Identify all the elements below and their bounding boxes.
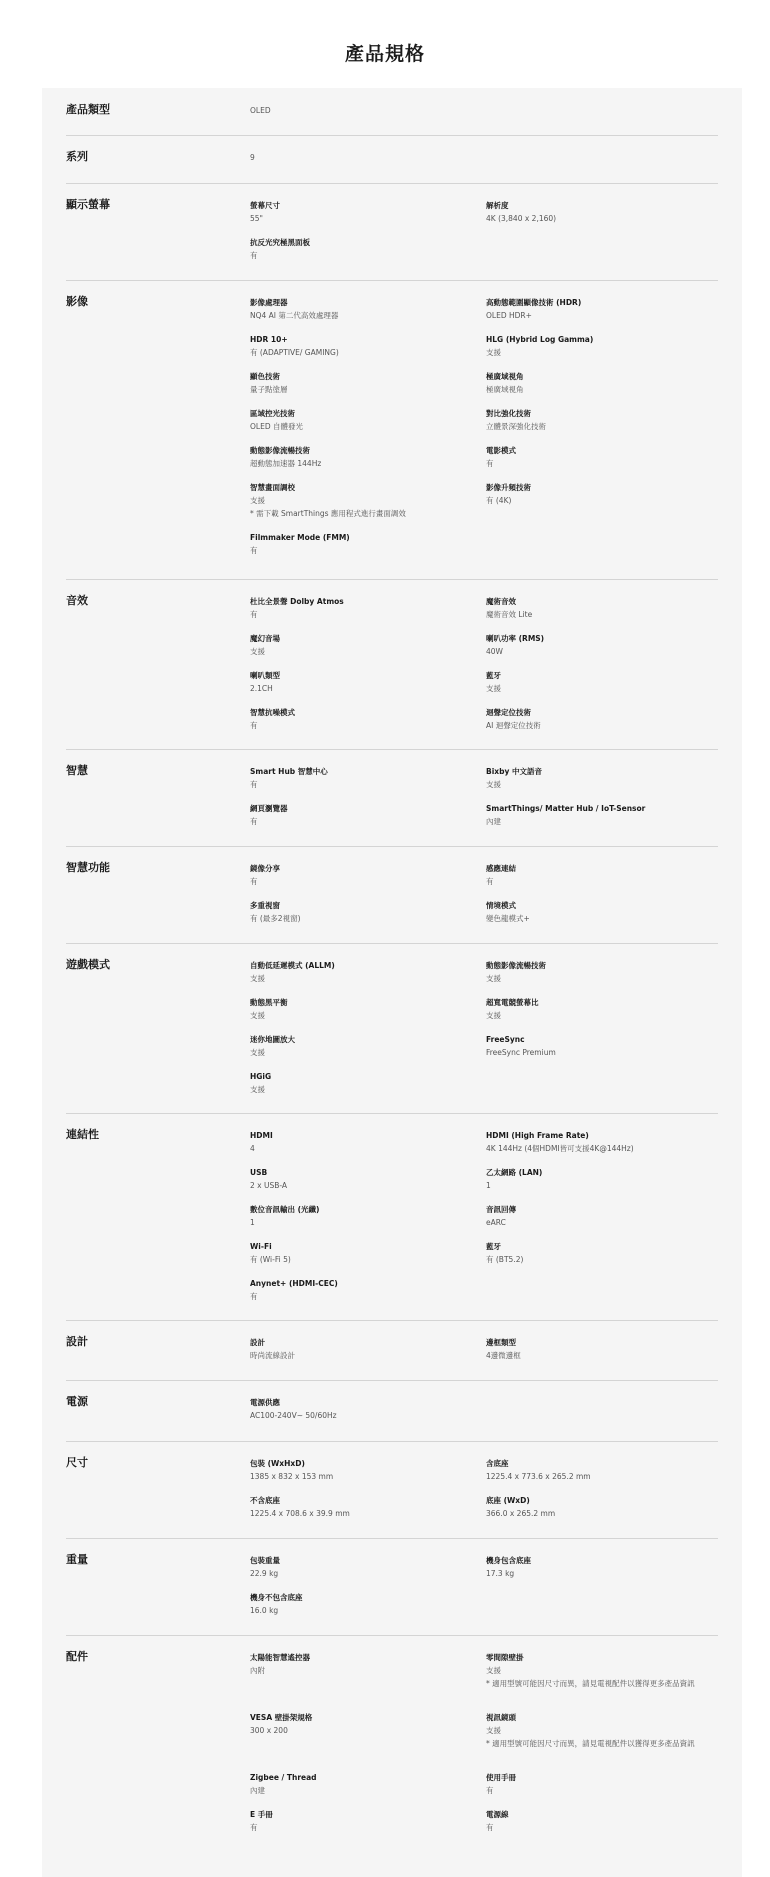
spec-item xyxy=(486,1240,716,1266)
spec-value: 支援 xyxy=(250,1011,265,1020)
spec-name: 視訊鏡頭 xyxy=(486,1713,516,1722)
spec-item xyxy=(486,481,716,507)
spec-name: HDMI xyxy=(250,1131,273,1140)
spec-item xyxy=(486,1457,716,1483)
spec-value: 4K (3,840 x 2,160) xyxy=(486,214,557,223)
spec-value: 55" xyxy=(250,214,263,223)
spec-name: 影像處理器 xyxy=(250,298,288,307)
spec-name: 解析度 xyxy=(486,201,509,210)
spec-value: 支援 xyxy=(486,684,501,693)
spec-section-power xyxy=(66,1380,718,1442)
spec-item xyxy=(250,333,480,359)
category-label: 尺寸 xyxy=(66,1456,88,1469)
spec-item xyxy=(486,1203,716,1229)
spec-section-display xyxy=(66,183,718,281)
spec-item xyxy=(486,706,716,732)
spec-name: 網頁瀏覽器 xyxy=(250,804,288,813)
spec-item xyxy=(250,481,480,520)
spec-item xyxy=(250,1070,480,1096)
spec-value: 變色龍模式+ xyxy=(486,914,530,923)
category-label: 系列 xyxy=(66,150,88,163)
spec-item xyxy=(250,1129,480,1155)
spec-section-product-type xyxy=(66,88,718,136)
spec-value: 有 xyxy=(250,780,258,789)
spec-item xyxy=(486,959,716,985)
spec-name: 動態影像流暢技術 xyxy=(250,446,310,455)
spec-item xyxy=(486,1166,716,1192)
spec-name: Bixby 中文語音 xyxy=(486,767,542,776)
spec-name: HDMI (High Frame Rate) xyxy=(486,1131,589,1140)
spec-section-accessories xyxy=(66,1635,718,1855)
spec-name: 使用手冊 xyxy=(486,1773,516,1782)
spec-item xyxy=(250,1771,480,1797)
spec-item xyxy=(486,669,716,695)
spec-name: Filmmaker Mode (FMM) xyxy=(250,533,350,542)
spec-item xyxy=(250,1396,480,1422)
spec-name: 底座 (WxD) xyxy=(486,1496,530,1505)
spec-value: NQ4 AI 第二代高效處理器 xyxy=(250,311,339,320)
spec-value: OLED xyxy=(250,106,271,115)
spec-value: 支援 xyxy=(486,348,501,357)
spec-name: 音訊回傳 xyxy=(486,1205,516,1214)
spec-value: 支援 xyxy=(250,647,265,656)
spec-item xyxy=(250,959,480,985)
spec-value: 1225.4 x 708.6 x 39.9 mm xyxy=(250,1509,350,1518)
spec-value: 有 xyxy=(250,1823,258,1832)
spec-value: 1225.4 x 773.6 x 265.2 mm xyxy=(486,1472,591,1481)
spec-value: 支援 xyxy=(250,1048,265,1057)
spec-item xyxy=(250,407,480,433)
spec-item xyxy=(250,531,480,557)
spec-item xyxy=(486,370,716,396)
spec-item xyxy=(250,1711,480,1737)
spec-item xyxy=(486,862,716,888)
spec-item xyxy=(250,1591,480,1617)
spec-item xyxy=(486,199,716,225)
category-label: 影像 xyxy=(66,295,88,308)
spec-item xyxy=(486,632,716,658)
spec-name: Anynet+ (HDMI-CEC) xyxy=(250,1279,338,1288)
spec-value: 支援 xyxy=(486,1666,501,1675)
category-label: 智慧功能 xyxy=(66,861,110,874)
spec-value: 4 xyxy=(250,1144,255,1153)
spec-value: 366.0 x 265.2 mm xyxy=(486,1509,556,1518)
page-title: 產品規格 xyxy=(344,43,425,65)
spec-name: 設計 xyxy=(250,1338,265,1347)
spec-name: 喇叭類型 xyxy=(250,671,280,680)
spec-name: 螢幕尺寸 xyxy=(250,201,280,210)
spec-name: 乙太網路 (LAN) xyxy=(486,1168,543,1177)
spec-value: 支援 xyxy=(486,780,501,789)
spec-name: 藍牙 xyxy=(486,671,501,680)
spec-item xyxy=(486,1651,716,1690)
spec-name: 多重視窗 xyxy=(250,901,280,910)
spec-name: 影像升頻技術 xyxy=(486,483,531,492)
spec-value: 有 xyxy=(250,877,258,886)
spec-name: 機身不包含底座 xyxy=(250,1593,303,1602)
spec-name: 喇叭功率 (RMS) xyxy=(486,634,545,643)
spec-value: 4邊微邊框 xyxy=(486,1351,521,1360)
spec-section-series xyxy=(66,135,718,184)
spec-name: 含底座 xyxy=(486,1459,509,1468)
spec-section-audio xyxy=(66,579,718,750)
spec-name: Wi-Fi xyxy=(250,1242,272,1251)
spec-value: 內建 xyxy=(486,817,501,826)
spec-item xyxy=(486,1336,716,1362)
spec-item xyxy=(486,899,716,925)
spec-value: 有 xyxy=(486,1786,494,1795)
spec-value: 有 xyxy=(250,817,258,826)
spec-value: FreeSync Premium xyxy=(486,1048,556,1057)
spec-item xyxy=(250,1494,480,1520)
spec-name: FreeSync xyxy=(486,1035,525,1044)
spec-name: 高動態範圍顯像技術 (HDR) xyxy=(486,298,582,307)
spec-value: 有 (最多2視窗) xyxy=(250,914,301,923)
spec-item xyxy=(486,444,716,470)
spec-value: 40W xyxy=(486,647,503,656)
spec-name: 藍牙 xyxy=(486,1242,501,1251)
spec-item xyxy=(486,1771,716,1797)
spec-item xyxy=(486,1554,716,1580)
spec-value: 量子點塗層 xyxy=(250,385,288,394)
spec-name: HGiG xyxy=(250,1072,272,1081)
spec-value: 極廣域視角 xyxy=(486,385,524,394)
spec-value: 4K 144Hz (4個HDMI皆可支援4K@144Hz) xyxy=(486,1144,634,1153)
spec-value: 超動態加速器 144Hz xyxy=(250,459,322,468)
spec-name: 包裝 (WxHxD) xyxy=(250,1459,305,1468)
spec-item xyxy=(250,296,480,322)
spec-item xyxy=(250,862,480,888)
spec-name: 智慧抗噪模式 xyxy=(250,708,295,717)
spec-name: 動態黑平衡 xyxy=(250,998,288,1007)
spec-name: 迴聲定位技術 xyxy=(486,708,531,717)
spec-item xyxy=(486,595,716,621)
spec-item xyxy=(250,595,480,621)
spec-item xyxy=(250,1277,480,1303)
spec-name: 超寬電競螢幕比 xyxy=(486,998,539,1007)
spec-value: 1 xyxy=(250,1218,255,1227)
spec-section-weight xyxy=(66,1538,718,1636)
spec-value: 有 (Wi-Fi 5) xyxy=(250,1255,291,1264)
spec-section-design xyxy=(66,1320,718,1381)
spec-item xyxy=(250,1203,480,1229)
spec-name: HDR 10+ xyxy=(250,335,288,344)
spec-value: 1 xyxy=(486,1181,491,1190)
spec-value: 支援 xyxy=(486,1726,501,1735)
spec-name: 數位音訊輸出 (光纖) xyxy=(250,1205,320,1214)
spec-name: SmartThings/ Matter Hub / IoT-Sensor xyxy=(486,804,646,813)
spec-name: HLG (Hybrid Log Gamma) xyxy=(486,335,594,344)
spec-item xyxy=(250,1033,480,1059)
spec-value: 1385 x 832 x 153 mm xyxy=(250,1472,334,1481)
spec-name: 不含底座 xyxy=(250,1496,280,1505)
spec-item xyxy=(486,1033,716,1059)
spec-item xyxy=(250,632,480,658)
spec-item xyxy=(250,669,480,695)
spec-item xyxy=(250,370,480,396)
category-label: 電源 xyxy=(66,1395,88,1408)
spec-value: 有 xyxy=(486,877,494,886)
spec-section-dimensions xyxy=(66,1441,718,1539)
spec-item xyxy=(250,236,480,262)
spec-value: 16.0 kg xyxy=(250,1606,279,1615)
spec-value: 內附 xyxy=(250,1666,265,1675)
spec-name: 動態影像流暢技術 xyxy=(486,961,546,970)
spec-value: 有 xyxy=(250,1292,258,1301)
spec-value: 300 x 200 xyxy=(250,1726,288,1735)
spec-item xyxy=(250,1457,480,1483)
spec-name: 邊框類型 xyxy=(486,1338,516,1347)
spec-name: 迷你地圖放大 xyxy=(250,1035,295,1044)
spec-value: 有 xyxy=(486,459,494,468)
spec-name: USB xyxy=(250,1168,268,1177)
spec-item xyxy=(486,333,716,359)
spec-item xyxy=(250,765,480,791)
spec-section-connectivity xyxy=(66,1113,718,1321)
spec-name: 抗反光究極黑面板 xyxy=(250,238,310,247)
spec-note: * 適用型號可能因尺寸而異，請見電視配件以獲得更多產品資訊 xyxy=(486,1679,695,1688)
spec-value: 魔術音效 Lite xyxy=(486,610,533,619)
spec-item xyxy=(486,296,716,322)
category-label: 音效 xyxy=(66,594,88,607)
spec-name: 感應連結 xyxy=(486,864,516,873)
spec-value: 2.1CH xyxy=(250,684,273,693)
spec-value: 9 xyxy=(250,153,255,162)
spec-item xyxy=(486,765,716,791)
category-label: 設計 xyxy=(66,1335,88,1348)
spec-name: 零間隙壁掛 xyxy=(486,1653,524,1662)
spec-value: AI 迴聲定位技術 xyxy=(486,721,541,730)
spec-item xyxy=(250,996,480,1022)
spec-name: 太陽能智慧遙控器 xyxy=(250,1653,310,1662)
category-label: 遊戲模式 xyxy=(66,958,110,971)
category-label: 連結性 xyxy=(66,1128,99,1141)
spec-item xyxy=(250,1651,480,1677)
spec-name: 鏡像分享 xyxy=(250,864,280,873)
spec-name: 魔術音效 xyxy=(486,597,516,606)
spec-item xyxy=(486,1494,716,1520)
spec-item xyxy=(486,1129,716,1155)
spec-name: 電影模式 xyxy=(486,446,516,455)
spec-name: 魔幻音場 xyxy=(250,634,280,643)
spec-name: E 手冊 xyxy=(250,1810,273,1819)
spec-name: 機身包含底座 xyxy=(486,1556,531,1565)
spec-name: 智慧畫面調校 xyxy=(250,483,295,492)
spec-name: 包裝重量 xyxy=(250,1556,280,1565)
category-label: 配件 xyxy=(66,1650,88,1663)
spec-section-picture xyxy=(66,280,718,580)
spec-section-smart xyxy=(66,749,718,847)
category-label: 產品類型 xyxy=(66,103,110,116)
spec-name: 極廣域視角 xyxy=(486,372,524,381)
spec-value: AC100-240V~ 50/60Hz xyxy=(250,1411,337,1420)
spec-value: 17.3 kg xyxy=(486,1569,515,1578)
category-label: 顯示螢幕 xyxy=(66,198,110,211)
spec-name: 對比強化技術 xyxy=(486,409,531,418)
spec-panel xyxy=(42,88,742,1877)
spec-value: 有 (4K) xyxy=(486,496,512,505)
spec-value: 有 xyxy=(250,610,258,619)
spec-section-smart-features xyxy=(66,846,718,944)
spec-name: 電源供應 xyxy=(250,1398,280,1407)
spec-note: * 適用型號可能因尺寸而異，請見電視配件以獲得更多產品資訊 xyxy=(486,1739,695,1748)
category-label: 重量 xyxy=(66,1553,88,1566)
spec-item xyxy=(250,706,480,732)
category-label: 智慧 xyxy=(66,764,88,777)
spec-value: 有 xyxy=(250,251,258,260)
spec-value: 支援 xyxy=(486,974,501,983)
spec-value: 22.9 kg xyxy=(250,1569,279,1578)
spec-value: OLED HDR+ xyxy=(486,311,532,320)
spec-name: 區域控光技術 xyxy=(250,409,295,418)
spec-value: 支援 xyxy=(250,974,265,983)
spec-item xyxy=(250,1336,480,1362)
spec-value: 支援 xyxy=(250,496,265,505)
spec-name: Zigbee / Thread xyxy=(250,1773,317,1782)
spec-value: 有 (ADAPTIVE/ GAMING) xyxy=(250,348,339,357)
spec-item xyxy=(250,151,480,164)
spec-value: 有 xyxy=(250,546,258,555)
spec-item xyxy=(250,104,480,117)
spec-item xyxy=(250,899,480,925)
spec-item xyxy=(250,199,480,225)
spec-name: 杜比全景聲 Dolby Atmos xyxy=(250,597,344,606)
spec-value: 內建 xyxy=(250,1786,265,1795)
spec-value: 立體景深強化技術 xyxy=(486,422,546,431)
spec-value: 時尚流線設計 xyxy=(250,1351,295,1360)
spec-item xyxy=(250,1240,480,1266)
spec-value: 支援 xyxy=(486,1011,501,1020)
spec-item xyxy=(486,996,716,1022)
spec-name: 電源線 xyxy=(486,1810,509,1819)
spec-value: 有 xyxy=(486,1823,494,1832)
spec-item xyxy=(250,1808,480,1834)
spec-item xyxy=(486,802,716,828)
spec-item xyxy=(250,1554,480,1580)
spec-item xyxy=(250,1166,480,1192)
spec-name: VESA 壁掛架規格 xyxy=(250,1713,313,1722)
spec-value: 支援 xyxy=(250,1085,265,1094)
spec-value: eARC xyxy=(486,1218,506,1227)
spec-name: 自動低延遲模式 (ALLM) xyxy=(250,961,335,970)
spec-value: 有 (BT5.2) xyxy=(486,1255,524,1264)
spec-item xyxy=(486,1808,716,1834)
spec-item xyxy=(250,444,480,470)
spec-name: 顯色技術 xyxy=(250,372,280,381)
spec-item xyxy=(486,407,716,433)
spec-value: OLED 自體發光 xyxy=(250,422,303,431)
spec-note: * 需下載 SmartThings 應用程式進行畫面調效 xyxy=(250,509,406,518)
spec-value: 有 xyxy=(250,721,258,730)
spec-name: 情境模式 xyxy=(486,901,516,910)
spec-value: 2 x USB-A xyxy=(250,1181,288,1190)
spec-name: Smart Hub 智慧中心 xyxy=(250,767,328,776)
spec-item xyxy=(486,1711,716,1750)
spec-item xyxy=(250,802,480,828)
spec-section-game-mode xyxy=(66,943,718,1114)
